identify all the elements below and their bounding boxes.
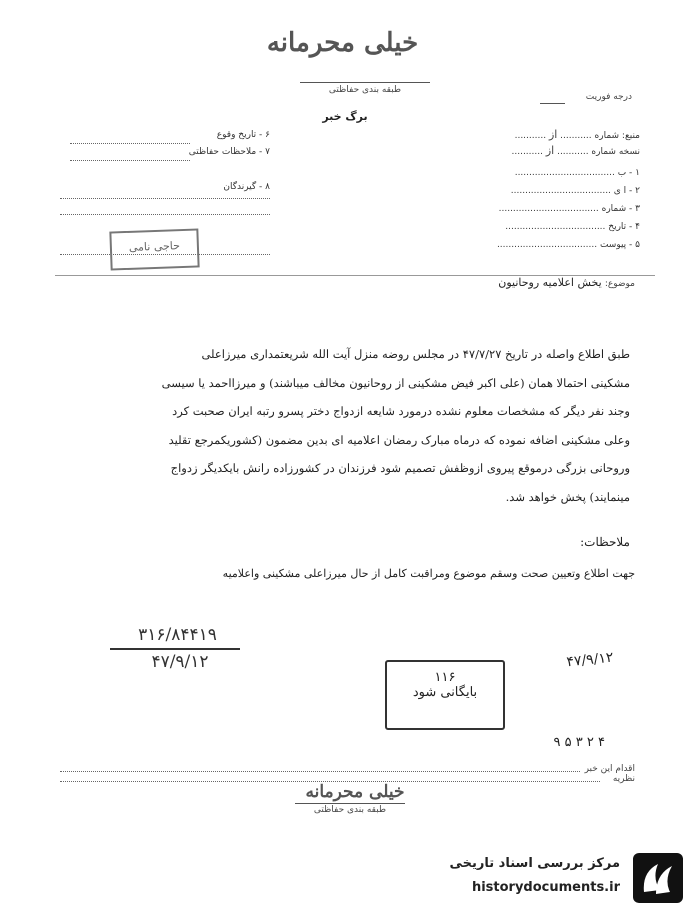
field-occurrence-date: ۶ - تاریخ وقوع xyxy=(216,130,270,140)
subject-line: موضوع: یخش اعلامیه روحانیون xyxy=(498,276,635,289)
body-line: مینمایند) پخش خواهد شد. xyxy=(505,489,630,504)
action-label: اقدام این خبر xyxy=(584,764,635,774)
reference-date: ۴۷/۹/۱۲ xyxy=(151,652,209,672)
field-2: ۲ - ا ی ................................... xyxy=(510,186,640,196)
field-1: ۱ - ب ................................... xyxy=(514,168,640,178)
field-recipients: ۸ - گیرندگان xyxy=(223,182,270,192)
priority-label: درجه فوریت xyxy=(585,92,632,102)
bottom-secret-stamp: خیلی محرمانه xyxy=(305,782,405,802)
bottom-classification-rule xyxy=(295,803,405,804)
remarks-text: جهت اطلاع وتعیین صحت وسقم موضوع ومراقبت کامل از حال میرزاعلی مشکینی واعلامیه xyxy=(222,567,635,580)
body-line: وجند نفر دیگر که مشخصات معلوم نشده درمورد شایعه ازدواج دختر پسرو رتبه ایران صحبت کرد xyxy=(172,404,630,418)
reference-underline xyxy=(110,648,240,650)
field-5: ۵ - پیوست ................................... xyxy=(496,240,640,250)
priority-rule xyxy=(540,103,565,104)
dotted-rule xyxy=(60,198,270,199)
document-code: ۹ ۵ ۳ ۲ ۴ xyxy=(553,735,605,750)
field-3: ۳ - شماره ................................... xyxy=(498,204,640,214)
archive-number: ۱۱۶ xyxy=(434,670,456,685)
field-security-notes: ۷ - ملاحظات حفاظتی xyxy=(188,147,270,157)
side-stamp: حاجی نامی xyxy=(109,228,199,270)
handwritten-date: ۴۷/۹/۱۲ xyxy=(565,649,615,671)
body-line: وعلی مشکینی اضافه نموده که درماه مبارک رمضان اعلامیه ای بدین مضمون (کشوریکمرجع تقلید xyxy=(168,432,630,447)
watermark-title: مرکز بررسی اسناد تاریخی xyxy=(449,856,620,871)
archive-logo-icon xyxy=(632,852,684,904)
field-source: منبع: شماره ........... از ........... xyxy=(514,128,640,141)
bottom-classification-label: طبقه بندی حفاظتی xyxy=(313,805,387,815)
dotted-rule xyxy=(60,214,270,215)
action-rule xyxy=(60,771,580,772)
archive-text: بایگانی شود xyxy=(412,685,478,700)
body-line: مشکینی احتمالا همان (علی اکبر فیض مشکینی از روحانیون مخالف میباشند) و میرزااحمد یا سیسی xyxy=(161,375,630,390)
field-copy: نسخه شماره ........... از ........... xyxy=(511,144,640,157)
reference-number: ۳۱۶/۸۴۴۱۹ xyxy=(138,625,217,645)
dotted-rule xyxy=(70,143,190,144)
watermark-url[interactable]: historydocuments.ir xyxy=(471,880,620,895)
body-line: وروحانی بزرگی درموقع پیروی ازوظفش تصمیم شود فرزندان در کشورزاده رانش بایکدیگر زدواج xyxy=(170,461,630,475)
dotted-rule xyxy=(70,160,190,161)
form-title: برگ خبر xyxy=(322,110,368,123)
report-body xyxy=(70,340,630,511)
top-secret-stamp: خیلی محرمانه xyxy=(266,28,419,58)
remarks-title: ملاحظات: xyxy=(580,535,630,549)
archive-stamp xyxy=(385,660,505,730)
field-4: ۴ - تاریخ ................................... xyxy=(505,222,640,232)
classification-rule xyxy=(300,82,430,83)
opinion-label: نظریه xyxy=(612,774,635,784)
classification-label: طبقه بندی حفاظتی xyxy=(328,85,402,95)
body-line: طبق اطلاع واصله در تاریخ ۴۷/۷/۲۷ در مجلس روضه منزل آیت الله شریعتمداری میرزاعلی xyxy=(201,347,630,361)
